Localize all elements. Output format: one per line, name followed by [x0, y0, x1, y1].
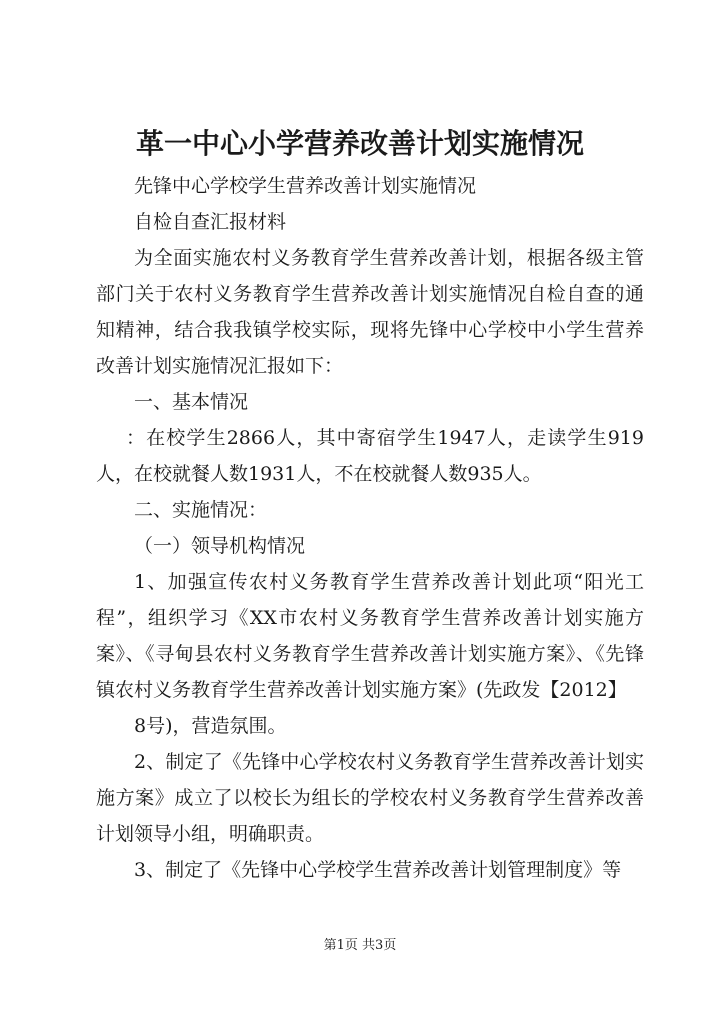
page-number: 第1页 共3页 [323, 938, 397, 953]
subsection-heading-leadership: （一）领导机构情况 [134, 535, 306, 557]
paragraph-subtitle: 先锋中心学校学生营养改善计划实施情况 [134, 175, 477, 197]
paragraph-intro: 为全面实施农村义务教育学生营养改善计划，根据各级主管部门关于农村义务教育学生营养改善计划实施情况自检自查的通知精神，结合我我镇学校实际，现将先锋中心学校中小学生营养改善计划实施情况汇报如下： [96, 247, 644, 377]
document-title: 革一中心小学营养改善计划实施情况 [135, 127, 584, 160]
paragraph-basic-info: ：在校学生2866人，其中寄宿学生1947人，走读学生919人，在校就餐人数1931人，不在校就餐人数935人。 [96, 427, 644, 485]
section-heading-implementation: 二、实施情况： [134, 499, 268, 521]
document-body [96, 168, 644, 888]
paragraph-item-2: 2、制定了《先锋中心学校农村义务教育学生营养改善计划实施方案》成立了以校长为组长的学校农村义务教育学生营养改善计划领导小组，明确职责。 [96, 751, 644, 845]
paragraph-item-3: 3、制定了《先锋中心学校学生营养改善计划管理制度》等 [134, 859, 622, 881]
paragraph-item-1-cont: 8号)，营造氛围。 [134, 715, 287, 737]
section-heading-basic: 一、基本情况 [134, 391, 249, 413]
paragraph-item-1: 1、加强宣传农村义务教育学生营养改善计划此项“阳光工程”，组织学习《XX市农村义务教育学生营养改善计划实施方案》、《寻甸县农村义务教育学生营养改善计划实施方案》、《先锋镇农村义务教育学生营养改善计划实施方案》(先政发【2012】 [96, 571, 644, 701]
paragraph-subtitle-2: 自检自查汇报材料 [134, 211, 287, 233]
